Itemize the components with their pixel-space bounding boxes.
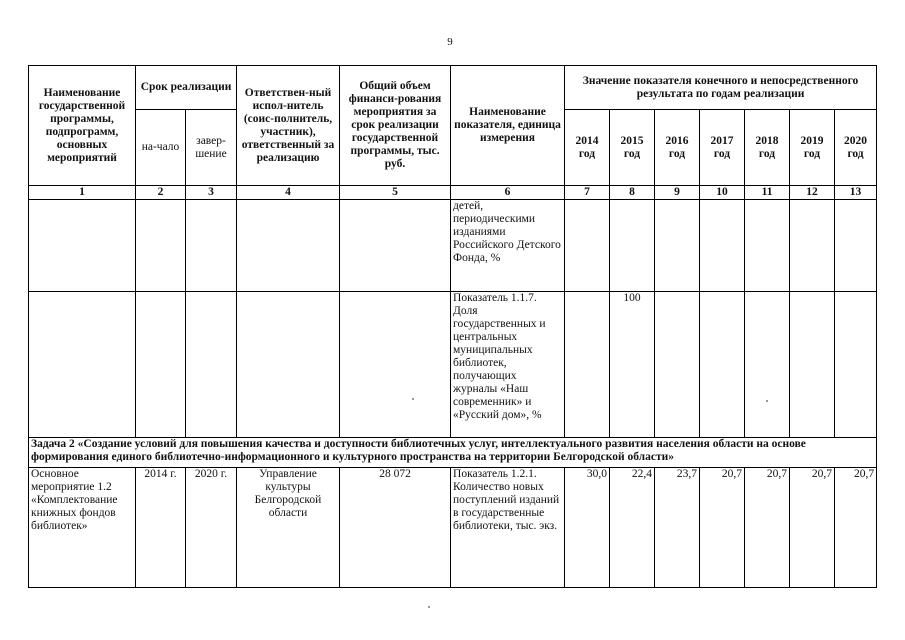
- value-cell: 22,4: [610, 468, 655, 588]
- value-cell: 20,7: [700, 468, 745, 588]
- empty-cell: [186, 200, 237, 292]
- start-cell: 2014 г.: [136, 468, 186, 588]
- column-number: 5: [340, 186, 451, 200]
- empty-cell: [700, 200, 745, 292]
- empty-cell: [835, 200, 877, 292]
- column-number: 2: [136, 186, 186, 200]
- header-year: 2020 год: [835, 110, 877, 186]
- indicator-cell: Показатель 1.2.1. Количество новых поступлений изданий в государственные библиотеки, тыс. экз.: [451, 468, 565, 588]
- header-term: Срок реализации: [136, 66, 237, 110]
- table-row: [29, 292, 877, 438]
- header-program-name: Наименование государственной программы, подпрограмм, основных мероприятий: [29, 66, 136, 186]
- header-year: 2016 год: [655, 110, 700, 186]
- empty-cell: [790, 200, 835, 292]
- page-number: 9: [447, 36, 453, 48]
- value-cell: 20,7: [835, 468, 877, 588]
- value-cell: 30,0: [565, 468, 610, 588]
- column-number: 3: [186, 186, 237, 200]
- column-number: 4: [237, 186, 340, 200]
- empty-cell: [565, 200, 610, 292]
- value-cell: [790, 292, 835, 438]
- column-number: 12: [790, 186, 835, 200]
- end-cell: 2020 г.: [186, 468, 237, 588]
- value-cell: 100: [610, 292, 655, 438]
- column-number: 10: [700, 186, 745, 200]
- column-number: 7: [565, 186, 610, 200]
- header-executor: Ответствен-ный испол-нитель (соис-полнитель, участник), ответственный за реализацию: [237, 66, 340, 186]
- value-cell: 23,7: [655, 468, 700, 588]
- task-row: [29, 438, 877, 468]
- empty-cell: [29, 292, 136, 438]
- column-number: 6: [451, 186, 565, 200]
- program-table: [28, 65, 877, 588]
- value-cell: [745, 292, 790, 438]
- empty-cell: [655, 200, 700, 292]
- task-heading: Задача 2 «Создание условий для повышения качества и доступности библиотечных услуг, интеллектуального развития населения области на основе формирования единого библиотечно-информационного и культурного пространства на территории Белгородской области»: [29, 438, 877, 468]
- scan-speck: [428, 606, 430, 608]
- scan-speck: [412, 398, 414, 400]
- empty-cell: [610, 200, 655, 292]
- empty-cell: [136, 292, 186, 438]
- header-start: на-чало: [136, 110, 186, 186]
- value-cell: [655, 292, 700, 438]
- empty-cell: [186, 292, 237, 438]
- value-cell: 20,7: [745, 468, 790, 588]
- column-number: 13: [835, 186, 877, 200]
- column-number: 8: [610, 186, 655, 200]
- column-number: 11: [745, 186, 790, 200]
- empty-cell: [745, 200, 790, 292]
- executor-cell: Управление культуры Белгородской области: [237, 468, 340, 588]
- scan-speck: [766, 400, 768, 402]
- column-number: 9: [655, 186, 700, 200]
- table-row: [29, 200, 877, 292]
- empty-cell: [136, 200, 186, 292]
- header-end: завер-шение: [186, 110, 237, 186]
- value-cell: [565, 292, 610, 438]
- header-indicator: Наименование показателя, единица измерения: [451, 66, 565, 186]
- header-year: 2017 год: [700, 110, 745, 186]
- header-year: 2015 год: [610, 110, 655, 186]
- empty-cell: [237, 200, 340, 292]
- empty-cell: [340, 292, 451, 438]
- column-number: 1: [29, 186, 136, 200]
- empty-cell: [29, 200, 136, 292]
- header-values: Значение показателя конечного и непосредственного результата по годам реализации: [565, 66, 877, 110]
- funding-cell: 28 072: [340, 468, 451, 588]
- value-cell: [835, 292, 877, 438]
- indicator-cell: детей, периодическими изданиями Российского Детского Фонда, %: [451, 200, 565, 292]
- header-year: 2019 год: [790, 110, 835, 186]
- indicator-cell: Показатель 1.1.7. Доля государственных и центральных муниципальных библиотек, получающих журналы «Наш современник» и «Русский дом», %: [451, 292, 565, 438]
- value-cell: [700, 292, 745, 438]
- value-cell: 20,7: [790, 468, 835, 588]
- header-funding: Общий объем финанси-рования мероприятия за срок реализации государственной программы, тыс. руб.: [340, 66, 451, 186]
- table-row: [29, 468, 877, 588]
- empty-cell: [237, 292, 340, 438]
- header-year: 2014 год: [565, 110, 610, 186]
- empty-cell: [340, 200, 451, 292]
- header-year: 2018 год: [745, 110, 790, 186]
- program-name-cell: Основное мероприятие 1.2 «Комплектование книжных фондов библиотек»: [29, 468, 136, 588]
